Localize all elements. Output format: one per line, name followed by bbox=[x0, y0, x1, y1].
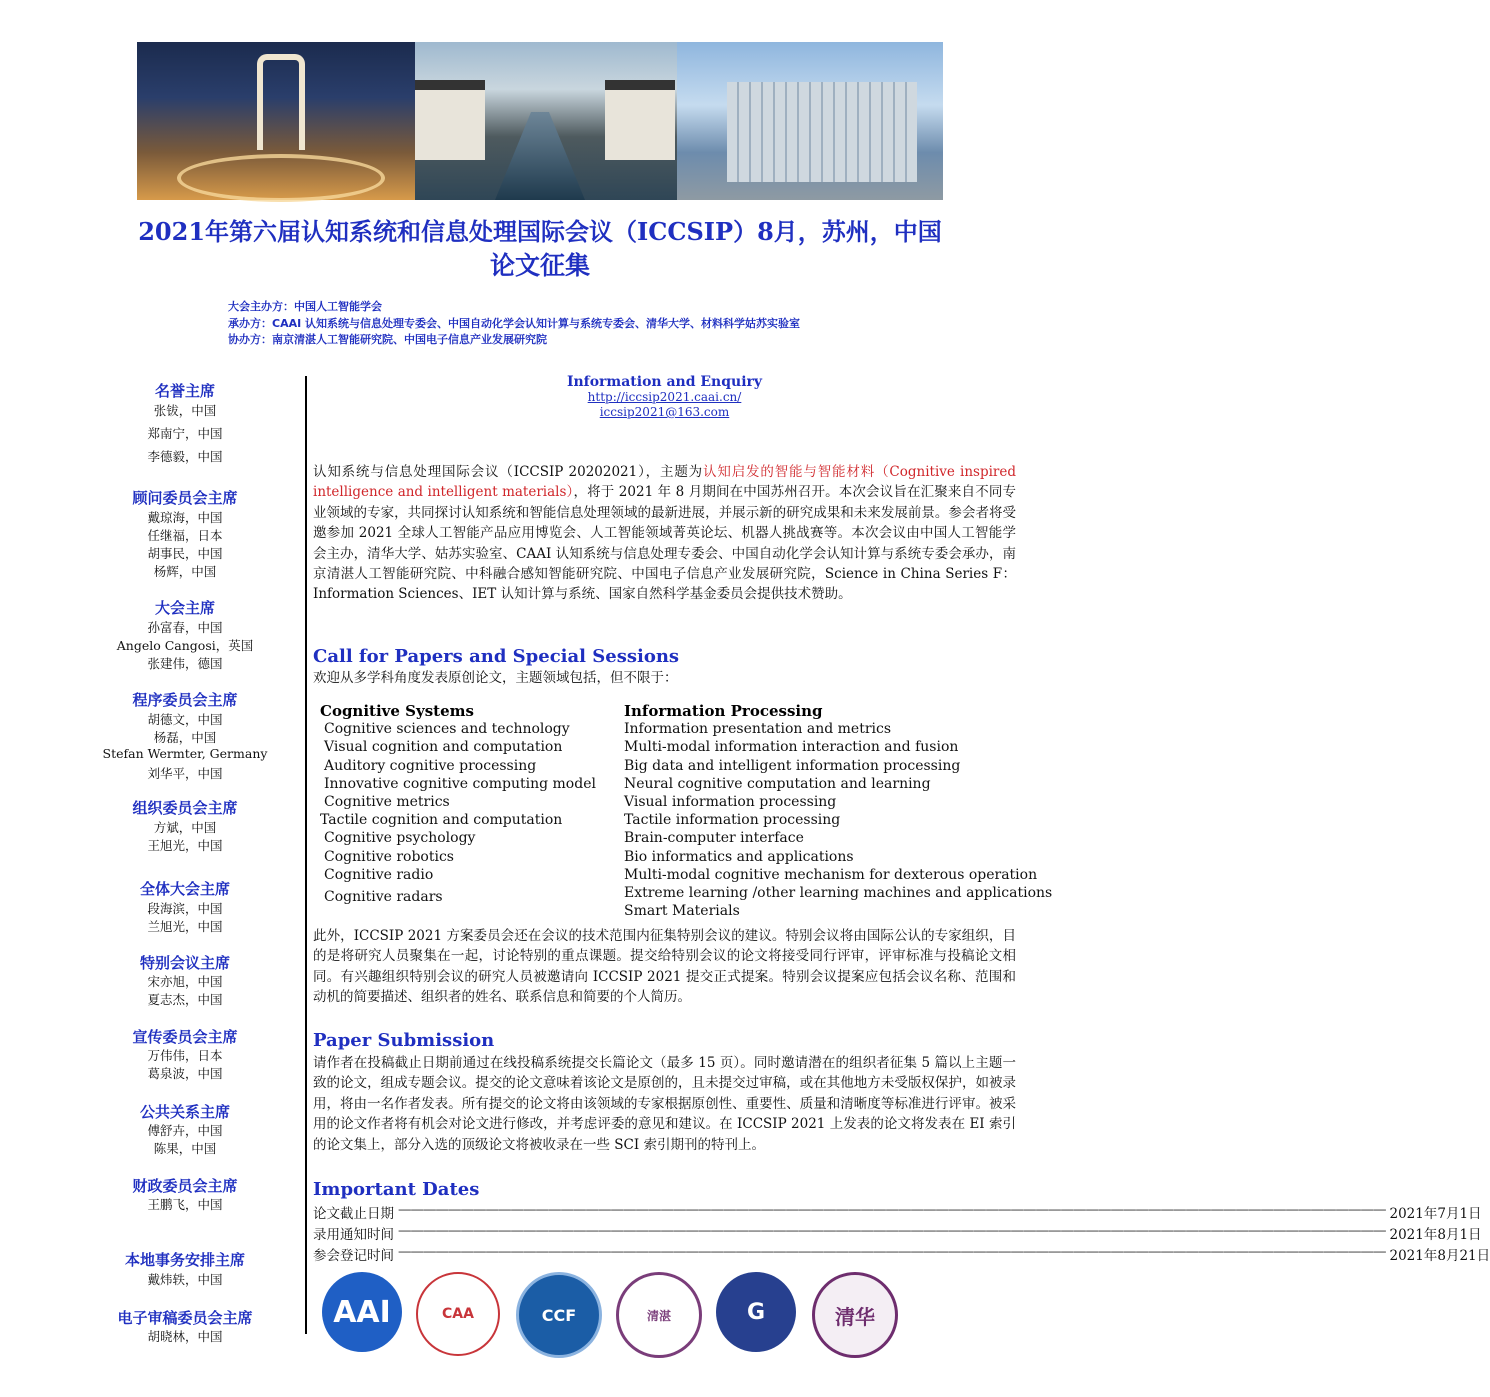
committee-role: 组织委员会主席 bbox=[132, 799, 238, 817]
dash-leader: ——————————————————————————————————————————————————————————————————————————————— bbox=[398, 1202, 1386, 1218]
date-label: 录用通知时间 bbox=[313, 1227, 394, 1243]
host-organizer: 大会主办方：中国人工智能学会 bbox=[228, 300, 382, 313]
committee-member: 戴炜轶，中国 bbox=[147, 1272, 223, 1287]
topic-item: Innovative cognitive computing model bbox=[324, 775, 596, 792]
canal-house-left bbox=[415, 80, 485, 160]
date-row bbox=[313, 1202, 1482, 1222]
topic-item: Cognitive radars bbox=[324, 889, 443, 906]
submission-heading: Paper Submission bbox=[313, 1030, 495, 1051]
committee-member: 任继福，日本 bbox=[147, 528, 223, 543]
intro-paragraph bbox=[313, 462, 1016, 605]
date-row bbox=[313, 1223, 1482, 1243]
date-value: 2021年7月1日 bbox=[1389, 1206, 1482, 1222]
dash-leader: ——————————————————————————————————————————————————————————————————————————————— bbox=[398, 1223, 1386, 1239]
committee-member: Angelo Cangosi，英国 bbox=[116, 638, 254, 653]
dash-leader: ——————————————————————————————————————————————————————————————————————————————— bbox=[398, 1244, 1386, 1260]
committee-role: 全体大会主席 bbox=[139, 880, 230, 898]
committee-role: 本地事务安排主席 bbox=[124, 1251, 245, 1269]
header-banner bbox=[137, 42, 943, 200]
committee-member: 胡事民，中国 bbox=[147, 546, 223, 561]
committee-member: 胡晓林，中国 bbox=[147, 1329, 223, 1344]
date-value: 2021年8月21日 bbox=[1389, 1248, 1490, 1264]
committee-role: 特别会议主席 bbox=[139, 954, 230, 972]
submission-paragraph: 请作者在投稿截止日期前通过在线投稿系统提交长篇论文（最多 15 页）。同时邀请潜在的组织者征集 5 篇以上主题一致的论文，组成专题会议。提交的论文意味着该论文是原创的，且未提交过审稿，或在其他地方未受版权保护，如被录用，将由一名作者发表。所有提交的论文将由该领域的专家根据原创性、重要性、质量和清晰度等标准进行评审。被采用的论文作者将有机会对论文进行修改，并考虑评委的意见和建议。在 ICCSIP 2021 上发表的论文将发表在 EI 索引的论文集上，部分入选的顶级论文将被收录在一些 SCI 索引期刊的特刊上。 bbox=[313, 1055, 1016, 1153]
committee-role: 财政委员会主席 bbox=[132, 1177, 238, 1195]
dates-heading: Important Dates bbox=[313, 1179, 480, 1200]
committee-member: 孙富春，中国 bbox=[147, 620, 223, 635]
caai-logo: AAI bbox=[322, 1272, 402, 1352]
committee-member: 傅舒卉，中国 bbox=[147, 1123, 223, 1138]
canal-house-right bbox=[605, 80, 675, 160]
topic-item: Brain-computer interface bbox=[624, 830, 804, 847]
committee-member: 郑南宁，中国 bbox=[147, 426, 223, 441]
website-link[interactable]: http://iccsip2021.caai.cn/ bbox=[587, 390, 742, 404]
date-label: 论文截止日期 bbox=[313, 1206, 394, 1222]
topic-item: Extreme learning /other learning machines and applications bbox=[624, 885, 1053, 902]
committee-member: 李德毅，中国 bbox=[147, 449, 223, 464]
committee-member: 胡德文，中国 bbox=[147, 712, 223, 727]
co-organizer: 承办方：CAAI 认知系统与信息处理专委会、中国自动化学会认知计算与系统专委会、清华大学、材料科学姑苏实验室 bbox=[228, 317, 801, 330]
suzhou-canal-photo bbox=[415, 42, 677, 200]
conference-theme: 认知启发的智能与智能材料（Cognitive inspired intelligence and intelligent materials） bbox=[313, 464, 1016, 501]
committee-member: 杨磊，中国 bbox=[153, 730, 217, 745]
intro-text-1: 认知系统与信息处理国际会议（ICCSIP 20202021），主题为 bbox=[313, 464, 704, 480]
cfp-heading: Call for Papers and Special Sessions bbox=[313, 646, 680, 667]
info-heading: Information and Enquiry bbox=[566, 374, 763, 390]
committee-role: 名誉主席 bbox=[154, 382, 215, 400]
committee-member: 夏志杰，中国 bbox=[147, 992, 223, 1007]
committee-member: 张钹，中国 bbox=[153, 403, 217, 418]
stadium-ring-shape bbox=[177, 154, 385, 202]
committee-member: 陈果，中国 bbox=[153, 1141, 217, 1156]
date-label: 参会登记时间 bbox=[313, 1248, 394, 1264]
date-row bbox=[313, 1244, 1490, 1264]
committee-role: 顾问委员会主席 bbox=[132, 489, 238, 507]
committee-member: Stefan Wermter, Germany bbox=[102, 746, 268, 761]
special-sessions-paragraph: 此外，ICCSIP 2021 方案委员会还在会议的技术范围内征集特别会议的建议。特别会议将由国际公认的专家组织，目的是将研究人员聚集在一起，讨论特别的重点课题。提交给特别会议的论文将接受同行评审，评审标准与投稿论文相同。有兴趣组织特别会议的研究人员被邀请向 ICCSIP 2021 提交正式提案。特别会议提案应包括会议名称、范围和动机的简要描述、组织者的姓名、联系信息和简要的个人简历。 bbox=[313, 928, 1016, 1006]
tsinghua-university-logo: 清华 bbox=[812, 1272, 898, 1358]
topic-item: Tactile information processing bbox=[624, 812, 841, 829]
conference-building-photo bbox=[677, 42, 943, 200]
gate-of-orient-shape bbox=[257, 54, 305, 150]
topic-item: Cognitive psychology bbox=[324, 830, 476, 847]
intro-text-2: ，将于 2021 年 8 月期间在中国苏州召开。本次会议旨在汇聚来自不同专业领域的专家，共同探讨认知系统和智能信息处理领域的最新进展，并展示新的研究成果和未来发展前景。参会者将受邀参加 2021 全球人工智能产品应用博览会、人工智能领域菁英论坛、机器人挑战赛等。本次会议由中国人工智能学会主办，清华大学、姑苏实验室、CAAI 认知系统与信息处理专委会、中国自动化学会认知计算与系统专委会承办，南京清湛人工智能研究院、中科融合感知智能研究院、中国电子信息产业发展研究院，Science in China Series F：Information Sciences、IET 认知计算与系统、国家自然科学基金委员会提供技术赞助。 bbox=[313, 484, 1016, 603]
committee-member: 万伟伟，日本 bbox=[147, 1048, 223, 1063]
committee-member: 张建伟，德国 bbox=[147, 656, 223, 671]
topic-item: Cognitive radio bbox=[324, 866, 434, 883]
committee-member: 段海滨，中国 bbox=[147, 901, 223, 916]
committee-member: 葛泉波，中国 bbox=[147, 1066, 223, 1081]
committee-role: 程序委员会主席 bbox=[132, 691, 238, 709]
topic-item: Auditory cognitive processing bbox=[324, 757, 537, 774]
cognitive-systems-title: Cognitive Systems bbox=[320, 702, 474, 720]
committee-member: 宋亦旭，中国 bbox=[147, 974, 223, 989]
topic-item: Cognitive robotics bbox=[324, 848, 454, 865]
topic-item: Smart Materials bbox=[624, 903, 740, 920]
ccf-logo: CCF bbox=[516, 1272, 602, 1358]
column-divider bbox=[305, 376, 307, 1334]
topic-item: Big data and intelligent information processing bbox=[624, 757, 961, 774]
date-value: 2021年8月1日 bbox=[1389, 1227, 1482, 1243]
committee-member: 兰旭光，中国 bbox=[147, 919, 223, 934]
canal-water-shape bbox=[495, 112, 585, 200]
committee-member: 刘华平，中国 bbox=[147, 766, 223, 781]
conference-title: 2021年第六届认知系统和信息处理国际会议（ICCSIP）8月，苏州，中国 bbox=[138, 217, 942, 246]
information-processing-list bbox=[624, 702, 1052, 920]
suzhou-night-skyline-photo bbox=[137, 42, 415, 200]
gusu-lab-logo: G bbox=[716, 1272, 796, 1352]
topic-item: Cognitive sciences and technology bbox=[324, 721, 570, 738]
committee-member: 方斌，中国 bbox=[153, 820, 217, 835]
committee-member: 杨辉，中国 bbox=[153, 564, 217, 579]
qingzhan-institute-logo: 清湛 bbox=[616, 1272, 702, 1358]
topic-item: Visual information processing bbox=[624, 794, 837, 811]
topic-item: Multi-modal information interaction and fusion bbox=[624, 739, 959, 756]
committee-member: 戴琼海，中国 bbox=[147, 510, 223, 525]
committee-role: 大会主席 bbox=[154, 599, 215, 617]
topic-item: Visual cognition and computation bbox=[324, 739, 563, 756]
committee-role: 宣传委员会主席 bbox=[132, 1028, 238, 1046]
sponsor-logos bbox=[322, 1272, 875, 1352]
cognitive-systems-list bbox=[320, 702, 596, 906]
cfp-intro: 欢迎从多学科角度发表原创论文，主题领域包括，但不限于： bbox=[313, 670, 678, 686]
information-processing-title: Information Processing bbox=[624, 702, 823, 720]
committee-member: 王旭光，中国 bbox=[147, 838, 223, 853]
supporting-organizer: 协办方：南京清湛人工智能研究院、中国电子信息产业发展研究院 bbox=[228, 333, 547, 346]
topic-item: Neural cognitive computation and learning bbox=[624, 775, 931, 792]
caa-logo: CAA bbox=[416, 1272, 500, 1356]
topic-item: Multi-modal cognitive mechanism for dexterous operation bbox=[624, 866, 1038, 883]
call-for-papers-title: 论文征集 bbox=[489, 251, 590, 280]
topic-item: Tactile cognition and computation bbox=[320, 812, 563, 829]
topic-item: Information presentation and metrics bbox=[624, 721, 892, 738]
email-link[interactable]: iccsip2021@163.com bbox=[599, 405, 730, 419]
committee-role: 公共关系主席 bbox=[139, 1103, 230, 1121]
glass-building-shape bbox=[727, 82, 917, 182]
committee-role: 电子审稿委员会主席 bbox=[117, 1309, 253, 1327]
topic-item: Bio informatics and applications bbox=[624, 848, 854, 865]
topic-item: Cognitive metrics bbox=[324, 794, 450, 811]
committee-member: 王鹏飞，中国 bbox=[147, 1197, 223, 1212]
